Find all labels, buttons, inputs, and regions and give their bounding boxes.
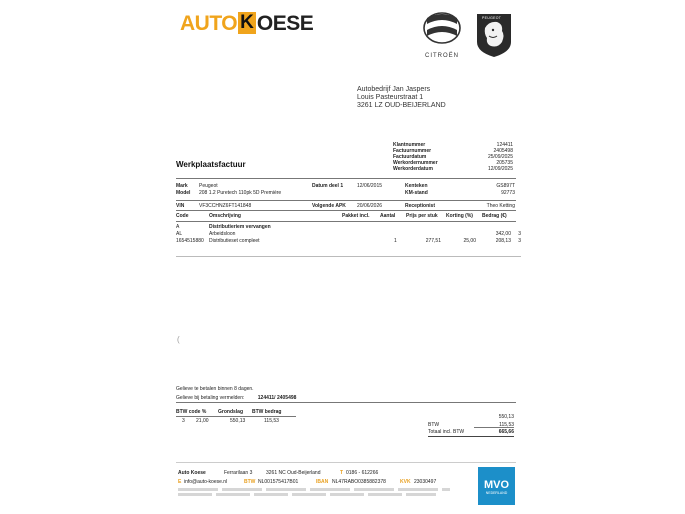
invoice-meta: [393, 142, 513, 172]
footer-kvk-label: KVK: [400, 479, 411, 485]
vat-table: [176, 409, 326, 427]
vat-col-bedrag: BTW bedrag: [252, 409, 282, 415]
vat-row-bedrag: 115,53: [264, 418, 279, 424]
footer-iban-label: IBAN: [316, 479, 329, 485]
footer-fineprint-2: [178, 493, 436, 496]
apk-value: 20/06/2026: [357, 203, 383, 209]
payment-rule: [176, 402, 516, 403]
col-bedrag: Bedrag (€): [482, 213, 507, 219]
peugeot-logo: [475, 12, 513, 58]
col-pakket: Pakket incl.: [342, 213, 370, 219]
km-label: KM-stand: [405, 190, 428, 196]
document-title: Werkplaatsfactuur: [176, 160, 246, 169]
recipient-street: Louis Pasteurstraat 1: [357, 94, 424, 101]
recipient-address: [357, 86, 446, 110]
logo-text-auto: AUTO: [180, 12, 238, 35]
meta-row-factuurnummer: Factuurnummer 2405498: [393, 148, 513, 154]
mark-label: Mark: [176, 183, 188, 189]
footer-email-label: E: [178, 479, 182, 485]
meta-row-werkorderdatum: Werkorderdatum 12/09/2025: [393, 166, 513, 172]
vat-col-grondslag: Grondslag: [218, 409, 244, 415]
section-code: A: [176, 224, 180, 230]
vat-rule: [176, 416, 296, 417]
col-code: Code: [176, 213, 189, 219]
kenteken-value: GS897T: [496, 183, 515, 189]
citroen-logo: [418, 12, 466, 58]
footer-btw: NL001575417B01: [258, 479, 299, 485]
vehicle-info: [176, 183, 516, 211]
vat-row-percent: 21,00: [196, 418, 209, 424]
logo-k-block: [238, 12, 256, 34]
mvo-text: MVO: [483, 479, 510, 491]
footer-phone: 0186 - 612266: [346, 470, 379, 476]
apk-label: Volgende APK: [312, 203, 346, 209]
col-omschrijving: Omschrijving: [209, 213, 241, 219]
citroen-wordmark: CITROËN: [425, 53, 459, 59]
payment-reference: 124411/ 2405498: [257, 395, 297, 401]
mvo-subtext: NEDERLAND: [485, 491, 508, 495]
meta-row-werkordernummer: Werkordernummer 205735: [393, 160, 513, 166]
mvo-badge: [478, 467, 515, 505]
receptionist-label: Receptionist: [405, 203, 436, 209]
vat-row-grondslag: 550,13: [230, 418, 246, 424]
table-header: [176, 213, 516, 221]
col-prijs: Prijs per stuk: [406, 213, 438, 219]
total-value: 665,66: [498, 429, 514, 435]
table-body: [176, 224, 521, 254]
logo-text-oese: OESE: [256, 12, 314, 35]
model-value: 208 1.2 Puretech 110pk 5D Première: [199, 190, 282, 196]
footer-iban: NL47RABO0385882378: [332, 479, 386, 485]
table-end-rule: [176, 256, 521, 257]
vin-value: VF3CCHNZ6FT141848: [199, 203, 252, 209]
footer-email[interactable]: info@auto-koese.nl: [184, 479, 228, 485]
totals-rule: [474, 427, 514, 428]
col-aantal: Aantal: [380, 213, 396, 219]
logo-k: K: [240, 12, 254, 33]
footer-fineprint: [178, 488, 450, 491]
footer-company: Auto Koese: [178, 470, 206, 476]
totals-double-rule: [428, 436, 514, 437]
col-korting: Korting (%): [446, 213, 473, 219]
btw-label: BTW: [428, 422, 440, 428]
kenteken-label: Kenteken: [405, 183, 428, 189]
subtotal-value: 550,13: [498, 414, 514, 420]
recipient-city: 3261 LZ OUD-BEIJERLAND: [357, 102, 446, 109]
stray-mark-icon: (: [177, 335, 180, 344]
auto-koese-logo: [180, 12, 313, 36]
footer-street: Ferrarilaan 3: [224, 470, 253, 476]
vin-rule: [176, 210, 516, 211]
btw-value: 115,53: [499, 422, 514, 428]
footer: [178, 470, 468, 496]
vin-label: VIN: [176, 203, 185, 209]
footer-phone-label: T: [340, 470, 344, 476]
meta-row-factuurdatum: Factuurdatum 25/09/2025: [393, 154, 513, 160]
total-label: Totaal incl. BTW: [428, 429, 465, 435]
mark-value: Peugeot: [199, 183, 218, 189]
vat-row-code: 3: [182, 418, 185, 424]
model-label: Model: [176, 190, 191, 196]
recipient-name: Autobedrijf Jan Jaspers: [357, 86, 431, 93]
table-row: 1654515880 Distributieset compleet 1 277,51 25,00 208,13 3: [176, 238, 521, 244]
datum-deel1-label: Datum deel 1: [312, 183, 344, 189]
datum-deel1-value: 12/06/2015: [357, 183, 383, 189]
vehicle-rule: [176, 200, 516, 201]
payment-reference-label: Gelieve bij betaling vermelden:: [176, 395, 245, 401]
footer-city: 3261 NC Oud-Beijerland: [266, 470, 321, 476]
receptionist-value: Theo Ketting: [486, 203, 515, 209]
vat-col-code: BTW code %: [176, 409, 207, 415]
table-header-rule: [176, 221, 516, 222]
title-rule: [176, 178, 516, 179]
section-title: Distributieriem vervangen: [209, 224, 271, 230]
peugeot-wordmark: PEUGEOT: [482, 16, 502, 20]
km-value: 92773: [501, 190, 515, 196]
footer-btw-label: BTW: [244, 479, 256, 485]
footer-rule: [176, 462, 516, 463]
payment-term: Gelieve te betalen binnen 8 dagen.: [176, 386, 254, 392]
citroen-chevrons-icon: [418, 12, 466, 46]
meta-row-klantnummer: Klantnummer 124411: [393, 142, 513, 148]
table-row: AL Arbeidsloon 342,00 3: [176, 231, 521, 237]
footer-kvk: 23030497: [414, 479, 437, 485]
